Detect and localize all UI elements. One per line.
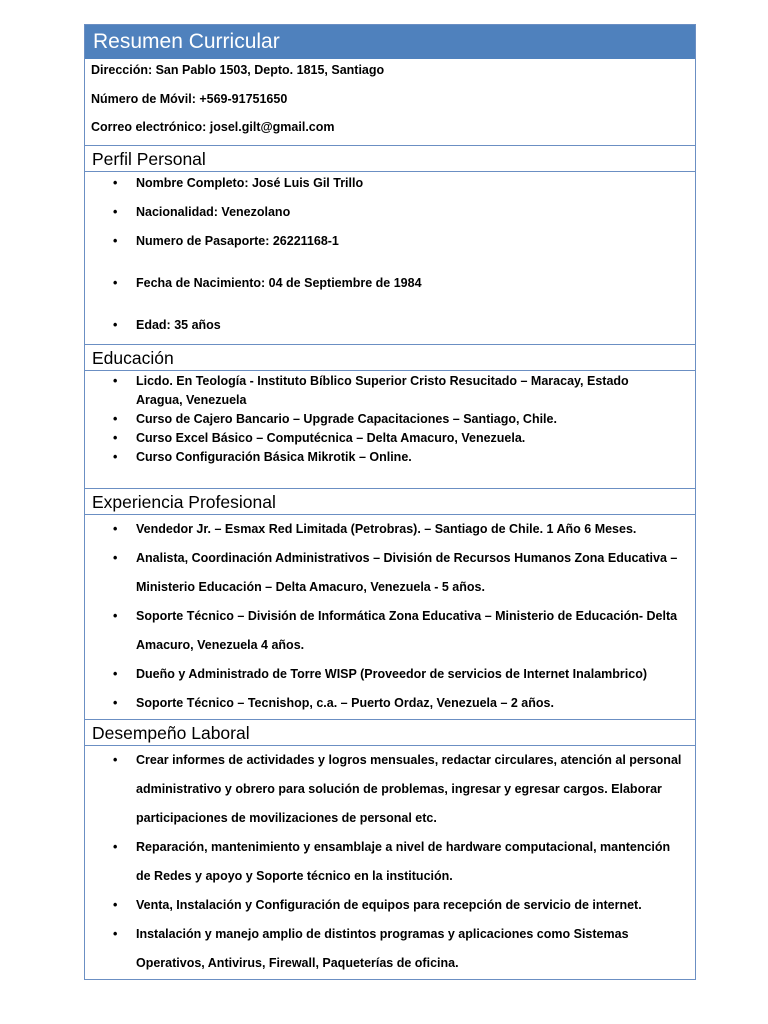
bullet-icon: • (113, 667, 118, 681)
bullet-icon: • (113, 609, 118, 623)
educacion-item-text: Licdo. En Teología - Instituto Bíblico Superior Cristo Resucitado – Maracay, Estado Aragua, Venezuela (136, 374, 629, 407)
address-line: Dirección: San Pablo 1503, Depto. 1815, Santiago (91, 63, 385, 77)
list-item (85, 316, 695, 345)
experiencia-list (85, 515, 695, 718)
experiencia-item-text: Dueño y Administrado de Torre WISP (Proveedor de servicios de Internet Inalambrico) (136, 667, 647, 681)
resume-title: Resumen Curricular (85, 25, 695, 59)
list-item (85, 372, 695, 410)
educacion-heading: Educación (85, 344, 695, 371)
bullet-icon: • (113, 450, 118, 464)
educacion-item-text: Curso Excel Básico – Computécnica – Delta Amacuro, Venezuela. (136, 431, 526, 445)
list-item (85, 920, 695, 978)
bullet-icon: • (113, 374, 118, 388)
list-item (85, 544, 695, 602)
mobile-line: Número de Móvil: +569-91751650 (91, 91, 288, 106)
list-item (85, 689, 695, 718)
desempeno-item-text: Reparación, mantenimiento y ensamblaje a nivel de hardware computacional, mantención de Redes y apoyo y Soporte técnico en la institución. (136, 840, 671, 883)
email-line: Correo electrónico: josel.gilt@gmail.com (91, 120, 335, 134)
educacion-list (85, 372, 695, 467)
bullet-icon: • (113, 234, 118, 248)
list-item (85, 232, 695, 274)
experiencia-heading: Experiencia Profesional (85, 488, 695, 515)
bullet-icon: • (113, 898, 118, 912)
bullet-icon: • (113, 431, 118, 445)
list-item (85, 515, 695, 544)
perfil-list (85, 174, 695, 345)
perfil-item-text: Fecha de Nacimiento: 04 de Septiembre de 1984 (136, 276, 422, 290)
list-item (85, 602, 695, 660)
bullet-icon: • (113, 176, 118, 190)
desempeno-heading: Desempeño Laboral (85, 719, 695, 746)
educacion-item-text: Curso Configuración Básica Mikrotik – Online. (136, 450, 412, 464)
educacion-section (85, 371, 695, 488)
experiencia-section (85, 515, 695, 719)
bullet-icon: • (113, 840, 118, 854)
educacion-item-text: Curso de Cajero Bancario – Upgrade Capacitaciones – Santiago, Chile. (136, 412, 557, 426)
bullet-icon: • (113, 551, 118, 565)
desempeno-item-text: Venta, Instalación y Configuración de equipos para recepción de servicio de internet. (136, 898, 642, 912)
perfil-item-text: Nombre Completo: José Luis Gil Trillo (136, 176, 364, 190)
list-item (85, 174, 695, 203)
bullet-icon: • (113, 318, 118, 332)
experiencia-item-text: Soporte Técnico – División de Informática Zona Educativa – Ministerio de Educación- Delta Amacuro, Venezuela 4 años. (136, 609, 678, 652)
bullet-icon: • (113, 205, 118, 219)
list-item (85, 274, 695, 316)
perfil-item-text: Nacionalidad: Venezolano (136, 205, 291, 219)
desempeno-list (85, 746, 695, 978)
list-item (85, 448, 695, 467)
experiencia-item-text: Analista, Coordinación Administrativos – División de Recursos Humanos Zona Educativa – Ministerio Educación – Delta Amacuro, Venezuela - 5 años. (136, 551, 678, 594)
contact-section (85, 59, 695, 145)
perfil-item-text: Numero de Pasaporte: 26221168-1 (136, 234, 339, 248)
list-item (85, 833, 695, 891)
list-item (85, 429, 695, 448)
perfil-section (85, 172, 695, 344)
perfil-item-text: Edad: 35 años (136, 318, 221, 332)
list-item (85, 410, 695, 429)
experiencia-item-text: Vendedor Jr. – Esmax Red Limitada (Petrobras). – Santiago de Chile. 1 Año 6 Meses. (136, 522, 637, 536)
bullet-icon: • (113, 522, 118, 536)
bullet-icon: • (113, 412, 118, 426)
desempeno-item-text: Instalación y manejo amplio de distintos programas y aplicaciones como Sistemas Operativos, Antivirus, Firewall, Paqueterías de oficina. (136, 927, 629, 970)
list-item (85, 660, 695, 689)
desempeno-item-text: Crear informes de actividades y logros mensuales, redactar circulares, atención al personal administrativo y obrero para solución de problemas, ingresar y egresar cargos. Elaborar participaciones de movilizaciones de personal etc. (136, 753, 682, 825)
list-item (85, 891, 695, 920)
resume-document (84, 24, 696, 980)
bullet-icon: • (113, 276, 118, 290)
list-item (85, 203, 695, 232)
experiencia-item-text: Soporte Técnico – Tecnishop, c.a. – Puerto Ordaz, Venezuela – 2 años. (136, 696, 554, 710)
bullet-icon: • (113, 927, 118, 941)
bullet-icon: • (113, 753, 118, 767)
perfil-heading: Perfil Personal (85, 145, 695, 172)
list-item (85, 746, 695, 833)
bullet-icon: • (113, 696, 118, 710)
desempeno-section (85, 746, 695, 979)
